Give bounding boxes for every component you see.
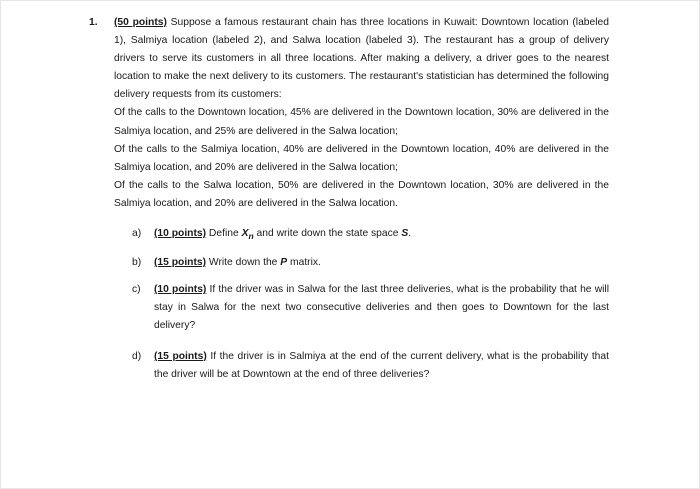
s-symbol: S — [401, 228, 409, 240]
salwa-calls-paragraph: Of the calls to the Salwa location, 50% are delivered in the Downtown location, 30% are delivered in the Salmiya location, and 20% are delivered in the Salwa location. — [114, 179, 609, 209]
part-b-text-2: matrix. — [287, 257, 321, 269]
part-b-label: b) — [132, 257, 142, 269]
part-b-points: (15 points) — [154, 257, 207, 269]
part-a-points: (10 points) — [154, 228, 207, 240]
part-d-points: (15 points) — [154, 350, 207, 362]
p-symbol: P — [280, 257, 288, 269]
part-c-points: (10 points) — [154, 284, 207, 296]
n-subscript: n — [248, 231, 254, 242]
part-b-text — [154, 254, 609, 272]
x-symbol: X — [241, 228, 249, 240]
question-intro — [114, 14, 609, 104]
part-d-text — [154, 348, 609, 384]
question-document — [89, 14, 609, 384]
part-a-text-2: and write down the state space — [253, 228, 402, 240]
x-n-symbol — [241, 228, 254, 242]
part-a-text — [154, 225, 609, 245]
part-c-label: c) — [132, 284, 141, 296]
question-intro-text: Suppose a famous restaurant chain has three locations in Kuwait: Downtown location (labeled 1), Salmiya location (labeled 2), and Salwa location (labeled 3). The restaurant has a group of delivery drivers to serve its customers in all three locations. After making a delivery, a driver goes to the nearest location to make the next delivery to its customers. The restaurant's statistician has determined the following delivery requests from its customers: — [114, 17, 609, 101]
part-d-body: If the driver is in Salmiya at the end of the current delivery, what is the probability that the driver will be at Downtown at the end of three deliveries? — [154, 350, 609, 380]
part-d — [132, 348, 609, 384]
part-a-text-1: Define — [206, 228, 242, 240]
part-c-text — [154, 281, 609, 335]
part-c — [132, 281, 609, 335]
part-a-label: a) — [132, 228, 142, 240]
question-points: (50 points) — [114, 17, 167, 28]
part-a — [132, 225, 609, 245]
part-a-text-3: . — [408, 228, 412, 240]
part-b — [132, 254, 609, 272]
downtown-calls-paragraph: Of the calls to the Downtown location, 45% are delivered in the Downtown location, 30% are delivered in the Salmiya location, and 25% are delivered in the Salwa location; — [114, 107, 609, 137]
question-body — [114, 14, 609, 213]
part-b-text-1: Write down the — [206, 257, 281, 269]
question-number: 1. — [89, 17, 98, 28]
part-c-body: If the driver was in Salwa for the last three deliveries, what is the probability that he will stay in Salwa for the next two consecutive deliveries and then goes to Downtown for the last delivery? — [154, 284, 609, 332]
salmiya-calls-paragraph: Of the calls to the Salmiya location, 40% are delivered in the Downtown location, 40% are delivered in the Salmiya location, and 20% are delivered in the Salwa location; — [114, 143, 609, 173]
part-d-label: d) — [132, 350, 142, 362]
